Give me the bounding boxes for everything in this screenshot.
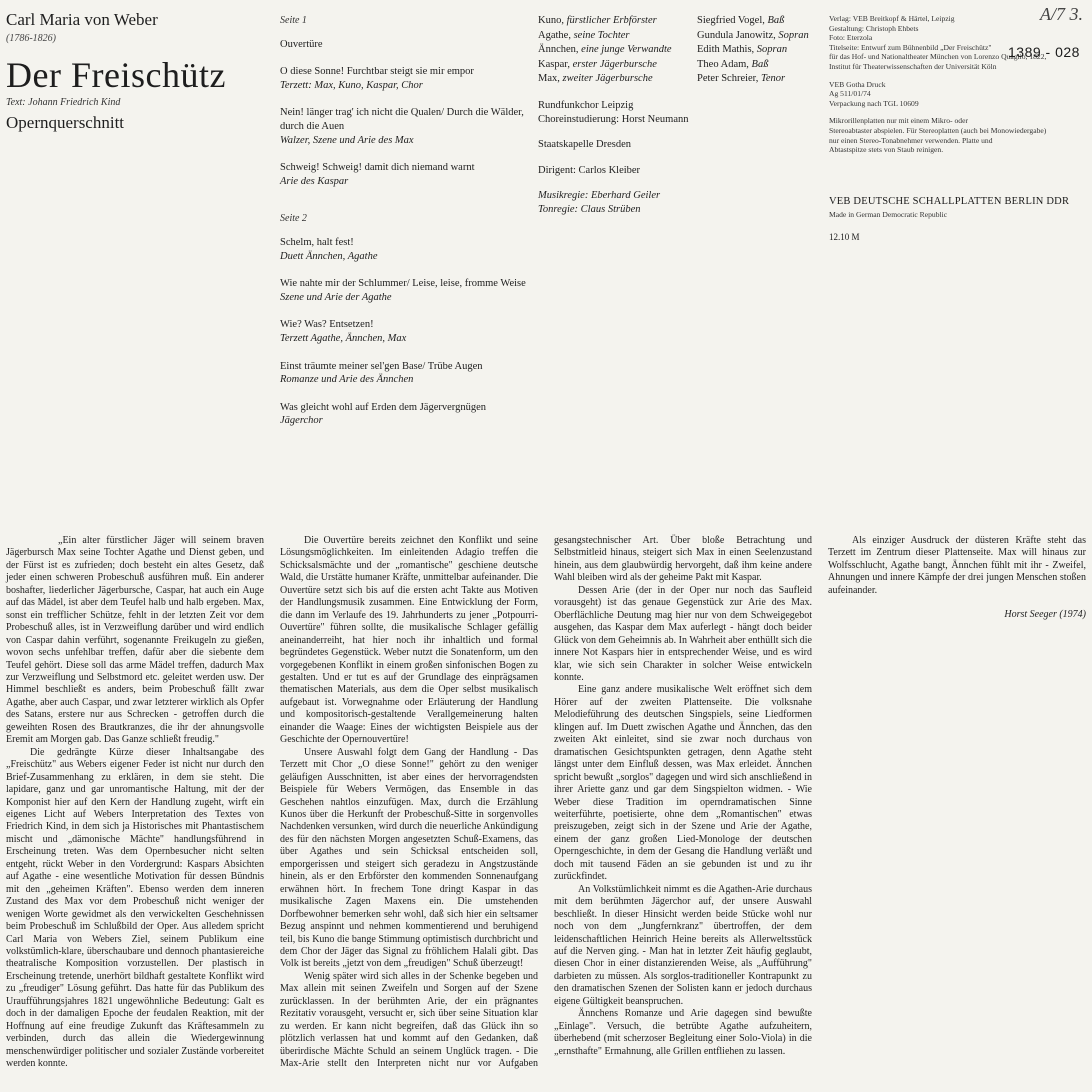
- track-title: Wie nahte mir der Schlummer/ Leise, leise, fromme Weise: [280, 278, 526, 290]
- publisher-line: Mikrorillenplatten nur mit einem Mikro- oder: [829, 116, 968, 126]
- publisher-credits: [829, 14, 1087, 72]
- conductor: Dirigent: Carlos Kleiber: [538, 164, 641, 176]
- essay-paragraph: Eine ganz andere musikalische Welt eröffnet sich dem Hörer auf der zweiten Plattenseite. Die volksnahe Melodieführung des deutschen Singspiels, seine Liedformen klingen auf. Im Duett zwischen Agathe und Ännchen, das den zweiten Akt einleitet, sind sie zwar noch durchaus von dramatischen Gesichtspunkten getragen, denn Agathe steht längst unter dem Einfluß dessen, was Max erleidet. Ännchen spricht bewußt „sorglos" dagegen und wird sich anschließend in ihrer Ariette ganz und gar dem Singspielton widmen. - Wie Weber diese Tradition im operndramatischen Sinne weiterführte, poetisierte, ohne dem „Romantischen" etwas preiszugeben, zeigt sich in der Szene und Arie der Agathe, einem der ganz großen Lied-Monologe der deutschen Operngeschichte, in dem der Gesang die Handlung verläßt und doch mit tausend Fäden an sie gebunden ist und zu ihr zurückfindet.: [554, 684, 812, 883]
- role-name: Agathe,: [538, 29, 571, 41]
- track-title: Nein! länger trag' ich nicht die Qualen/ Durch die Wälder, durch die Auen: [280, 107, 524, 132]
- track-form: Jägerchor: [280, 415, 323, 427]
- album-subtitle: Opernquerschnitt: [6, 113, 125, 132]
- liner-notes: [6, 535, 1086, 1081]
- catalog-number: 1389 - 028: [1008, 44, 1080, 60]
- essay-paragraph: An Volkstümlichkeit nimmt es die Agathen-Arie durchaus mit dem berühmten Jägerchor auf, der unsere Auswahl beschließt. In dieser Hinsicht werden beide Stücke wohl nur noch von dem „Jungfernkranz" übertroffen, der dem leidenschaftlichen Heinrich Heine bereits als Allerweltsstück auf die Nerven ging. - Man hat in letzter Zeit häufig geglaubt, diesen Chor in einer distanzierenden Weise, als „Aufführung" darbieten zu müssen. Als sorglos-traditioneller Kontrapunkt zu den dramatischen Szenen der Solisten kann er jedoch durchaus eigene Gültigkeit beanspruchen.: [554, 883, 812, 1007]
- composer-years: (1786-1826): [6, 33, 56, 44]
- track-item: [280, 106, 542, 147]
- publisher-line: nur einen Stereo-Tonabnehmer verwenden. Platte und: [829, 135, 993, 145]
- track-item: [280, 161, 542, 188]
- track-title: Schweig! Schweig! damit dich niemand warnt: [280, 162, 475, 174]
- essay-paragraph: Dessen Arie (der in der Oper nur noch das Saufleid vorausgeht) ist das genaue Gegenstück zur Arie des Max. Oberflächliche Deutung mag hier nur von dem Schweigegebot ausgehen, das Kaspar dem Max auferlegt - hängt doch beider Glück von dem Geheimnis ab. In Wahrheit aber enthüllt sich die innere Not Kaspars hier in entsprechender Weise, und es wird klar, wie sich sein Charakter in solcher Weise entwickeln konnte.: [554, 584, 812, 683]
- role: [538, 43, 672, 57]
- publisher-line: Titelseite: Entwurf zum Bühnenbild „Der Freischütz": [829, 42, 992, 52]
- role: [538, 29, 629, 43]
- cast-list: [538, 14, 809, 217]
- track-form: Arie des Kaspar: [280, 175, 349, 187]
- country-of-origin: Made in German Democratic Republic: [829, 210, 948, 219]
- track-title: O diese Sonne! Furchtbar steigt sie mir empor: [280, 66, 474, 78]
- track-form: Terzett: Max, Kuno, Kaspar, Chor: [280, 79, 423, 91]
- publisher-line: Gestaltung: Christoph Ehbets: [829, 23, 919, 33]
- composer-name: Carl Maria von Weber: [6, 10, 158, 29]
- voice-type: Baß: [751, 58, 769, 70]
- print-info: [829, 80, 1087, 109]
- librettist-credit: Text: Johann Friedrich Kind: [6, 97, 121, 108]
- side-1-tracks: [280, 38, 542, 189]
- singer-name: Theo Adam,: [697, 58, 749, 70]
- record-label: VEB DEUTSCHE SCHALLPLATTEN BERLIN DDR: [829, 196, 1070, 207]
- role-name: Max,: [538, 73, 560, 85]
- role: [538, 14, 657, 28]
- essay-paragraph: „Ein alter fürstlicher Jäger will seinem braven Jägerbursch Max seine Tochter Agathe und Dienst geben, und der Fürst ist es zufrieden; doch besteht ein altes Gesetz, daß jeder einen schweren Probeschuß ausführen muß. Ein anderer boshafter, liederlicher Jägerbursche, Caspar, hat auch ein Auge auf das Mädel, ist aber dem Teufel halb und halb ergeben. Max, sonst ein trefflicher Schütze, fehlt in der letzten Zeit vor dem Probeschuß alles, ist in Verzweiflung darüber und wird endlich von Caspar dahin verführt, sogenannte Freikugeln zu gießen, wovon sechs unfehlbar treffen, dafür aber die siebente dem Teufel gehört. Diese soll das arme Mädel treffen, dadurch Max zur Verzweiflung und Selbstmord etc. geleitet werden usw. Der Himmel beschließt es anders, beim Probeschuß fällt zwar Agathe, aber auch Caspar, und zwar letzterer wirklich als Opfer des Satans, erstere nur aus Schrecken - getroffen durch die geweihten Rosen des Brautkranzes, die ihr der ahnungsvolle Eremit am Morgen gab. Das Ganze schließt freudig.": [6, 535, 264, 746]
- singer-name: Peter Schreier,: [697, 73, 759, 85]
- voice-type: Tenor: [761, 73, 786, 85]
- cast-row: [538, 43, 800, 58]
- role-name: Ännchen,: [538, 44, 579, 56]
- track-form: Walzer, Szene und Arie des Max: [280, 134, 414, 146]
- voice-type: Baß: [767, 15, 785, 26]
- essay-paragraph: Wenig später wird sich alles in der Schenke begeben und Max allein mit seinen Zweifeln und Sorgen auf der Szene zurücklassen. In der berühmten Arie, der ein prägnantes Rezitativ vorausgeht, versucht er, sich über seine Situation klar zu werden. Er kann nicht begreifen, daß das Glück ihn so plötzlich verlassen hat und kommt auf den Gedanken, daß überirdische Mächte Schuld an seinem Unglück tragen. - Die Max-Arie stellt den Interpreten nicht nur vor Aufgaben gesangstechnischer Art. Über bloße Betrachtung und Selbstmitleid hinaus, steigert sich Max in einen Seelenzustand hinein, aus dem glaubwürdig hervorgeht, daß ihm keine andere Wahl bleiben wird als der geheime Pakt mit Kaspar.: [280, 535, 812, 1070]
- role: [538, 72, 653, 86]
- track-title: Wie? Was? Entsetzen!: [280, 319, 374, 331]
- track-item: [280, 38, 542, 52]
- role-name: Kaspar,: [538, 58, 570, 70]
- publisher-line: Ag 511/01/74: [829, 89, 871, 99]
- cast-row: [538, 58, 800, 73]
- track-title: Was gleicht wohl auf Erden dem Jägervergnügen: [280, 401, 486, 413]
- track-title: Einst träumte meiner sel'gen Base/ Trübe Augen: [280, 360, 483, 372]
- handwritten-note: A/7 3.: [1040, 4, 1083, 24]
- role-description: fürstlicher Erbförster: [566, 15, 657, 26]
- essay-paragraph: Als einziger Ausdruck der düsteren Kräfte steht das Terzett im Zentrum dieser Plattenseite. Max will hinaus zur Wolfsschlucht, Agathe bangt, Ännchen fühlt mit ihr - Zweifel, Ahnungen und innere Kämpfe der drei jungen Menschen stoßen aufeinander.: [828, 535, 1086, 596]
- sound-director: Tonregie: Claus Strüben: [538, 203, 641, 215]
- essay-paragraph: Unsere Auswahl folgt dem Gang der Handlung - Das Terzett mit Chor „O diese Sonne!" gehört zu den weniger geläufigen Ausschnitten, ist aber eines der hervorragendsten Beispiele für Webers Vermögen, das Ensemble in das Geschehen nahtlos einzufügen. Max, durch die Erzählung Kunos über die Herkunft der Probeschuß-Sitte in sorgenvolles Nachdenken versunken, wird durch die neuerliche Ankündigung des für den nächsten Morgen angesetzten Schuß-Examens, das über Agathes und sein Schicksal entscheiden soll, emporgerissen und steigert sich geradezu in Angstzustände hinein, als er den Erbförster den kommenden Sonnenaufgang erwähnen hört. In frechem Tone dringt Kaspar in das musikalische Zagen Maxens ein. Die umstehenden Dorfbewohner bemerken sehr wohl, daß sich hier ein seltsamer Bezug anspinnt und nehmen kommentierend und beruhigend teil, bis Kuno die bange Stimmung optimistisch durchbricht und dem Chor der Jäger das Signal zu fröhlichem Halali gibt. Das Volk ist bereits „jetzt von dem „freudigen" Schuß überzeugt!: [280, 746, 538, 970]
- track-item: [280, 236, 542, 263]
- music-director: Musikregie: Eberhard Geiler: [538, 190, 661, 202]
- singer-name: Siegfried Vogel,: [697, 15, 765, 26]
- track-title: Schelm, halt fest!: [280, 236, 354, 248]
- opera-title: Der Freischütz: [6, 55, 226, 95]
- role: [538, 58, 657, 72]
- side-2-label: Seite 2: [280, 213, 307, 225]
- singer: [697, 14, 784, 28]
- track-title: Ouvertüre: [280, 38, 323, 50]
- author-signature: Horst Seeger (1974): [1004, 609, 1086, 621]
- role-name: Kuno,: [538, 15, 564, 26]
- liner-notes-text: [6, 535, 1086, 1081]
- essay-paragraph: Ännchens Romanze und Arie dagegen sind bewußte „Einlage". Versuch, die betrübte Agathe aufzuheitern, überhebend (mit scherzoser Begleitung einer Solo-Viola) in die „ernsthafte" Ermahnung, alle Grillen entfliehen zu lassen.: [554, 1008, 812, 1057]
- role-description: seine Tochter: [573, 29, 630, 41]
- cast-row: [538, 14, 800, 29]
- publisher-line: Verpackung nach TGL 10609: [829, 98, 919, 108]
- cast-row: [538, 72, 800, 87]
- choir-name: Rundfunkchor Leipzig: [538, 99, 634, 111]
- role-description: zweiter Jägerbursche: [562, 73, 653, 85]
- cast-roles: [538, 14, 809, 87]
- essay-paragraph: Die Ouvertüre bereits zeichnet den Konflikt und seine Lösungsmöglichkeiten. Im einleitenden Adagio treffen die Schicksalsmächte und der „romantische" geschiene deutsche Wald, die Urstätte humaner Kräfte, unmittelbar aufeinander. Die Ouvertüre setzt sich bis auf die ersten acht Takte aus Motiven der Handlungsmusik zusammen. Eine Entwicklung der Form, die dann im Verlaufe des 19. Jahrhunderts zu jener „Potpourri-Ouvertüre" führen sollte, die musikalische Schlager gefällig aneinanderreiht, hat hier noch ihr inhaltlich und formal begründetes Gegenstück. Weber nutzt die Sonatenform, um den vorgegebenen Konflikt in einem großen sinfonischen Bogen zu gestalten. Und er tut es auf der Grundlage des einprägsamen thematischen Materials, aus dem die Oper selbst musikalisch aufgebaut ist. Vorwegnahme oder Erläuterung der Handlung und kompositorisch-gestaltende Verallgemeinerung halten einander die Waage: Eines der wichtigsten Beispiele aus der Geschichte der Opernouvertüre!: [280, 535, 538, 746]
- track-form: Szene und Arie der Agathe: [280, 291, 392, 303]
- singer: [697, 43, 787, 57]
- track-form: Duett Ännchen, Agathe: [280, 250, 378, 262]
- singer: [697, 29, 809, 43]
- orchestra-name: Staatskapelle Dresden: [538, 139, 632, 151]
- track-item: [280, 360, 542, 387]
- publisher-line: Foto: Eterzola: [829, 33, 873, 43]
- cast-row: [538, 29, 809, 44]
- choir-master: Choreinstudierung: Horst Neumann: [538, 113, 689, 125]
- track-item: [280, 65, 542, 92]
- publisher-line: Institut für Theaterwissenschaften der Universität Köln: [829, 61, 997, 71]
- publisher-line: Stereoabtaster abspielen. Für Stereoplatten (auch bei Monowiedergabe): [829, 125, 1047, 135]
- publisher-line: VEB Gotha Druck: [829, 79, 886, 89]
- track-item: [280, 401, 542, 428]
- publisher-info: [829, 14, 1087, 155]
- track-item: [280, 318, 542, 345]
- voice-type: Sopran: [756, 44, 788, 56]
- publisher-line: für das Hof- und Nationaltheater München von Lorenzo Quaglio, 1822,: [829, 52, 1047, 62]
- singer-name: Edith Mathis,: [697, 44, 755, 56]
- price: 12.10 M: [829, 232, 860, 242]
- track-form: Romanze und Arie des Ännchen: [280, 374, 414, 386]
- playback-instructions: [829, 116, 1087, 154]
- voice-type: Sopran: [778, 29, 809, 41]
- role-description: erster Jägerbursche: [572, 58, 657, 70]
- singer: [697, 58, 768, 72]
- side-1-label: Seite 1: [280, 15, 307, 26]
- singer-name: Gundula Janowitz,: [697, 29, 776, 41]
- publisher-line: Abtastspitze stets von Staub reinigen.: [829, 145, 944, 155]
- singer: [697, 72, 785, 86]
- publisher-line: Verlag: VEB Breitkopf & Härtel, Leipzig: [829, 14, 955, 23]
- track-listing: [280, 14, 542, 442]
- essay-paragraph: Die gedrängte Kürze dieser Inhaltsangabe des „Freischütz" aus Webers eigener Feder ist nicht nur durch den Brief-Zusammenhang zu erklären, in dem sie steht. Die lapidare, ganz und gar unromantische Haltung, mit der der Komponist hier auf den Kern der Handlung zugeht, wirft ein eigenes Licht auf Webers Interpretation des Textes von Friedrich Kind, in dem sich ja Historisches mit Phantastischem mischt und „dämonische Mächte" handlungsführend in Erscheinung treten. Was dem Opernbesucher nicht selten entgeht, rückt Weber in den Vordergrund: Kaspars Absichten auf Agathe - eine wesentliche Motivation für dessen Bündnis mit den „geheimen Kräften". Ebenso werden dem inneren Zustand des Max vor dem Probeschuß nicht weniger der wenigen Worte gewidmet als den verwickelten Geschehnissen beim Probeschuß im Schlußbild der Oper. Aus alledem spricht Carl Maria von Webers Ziel, seinem Publikum eine volkstümlich-klare, überschaubare und dennoch phantasiereiche theatralische Komposition vorzustellen. Der plastisch in Erscheinung tretende, unerhört bildhaft gestaltete Konflikt wird zu „freudiger" Lösung geführt. Das hatte für das Publikum des Uraufführungsjahres 1821 ungewöhnliche Bedeutung: Galt es doch in der damaligen Epoche der feudalen Reaktion, mit der Hoffnung auf eine freudige Zukunft das Kräftesammeln zu verbinden, durch das allein die Wiedergewinnung menschenwürdiger politischer und sozialer Zustände vorbereitet werden konnte.: [6, 746, 264, 1070]
- track-item: [280, 277, 542, 304]
- track-form: Terzett Agathe, Ännchen, Max: [280, 332, 407, 344]
- role-description: eine junge Verwandte: [581, 44, 672, 56]
- side-2-tracks: [280, 236, 542, 428]
